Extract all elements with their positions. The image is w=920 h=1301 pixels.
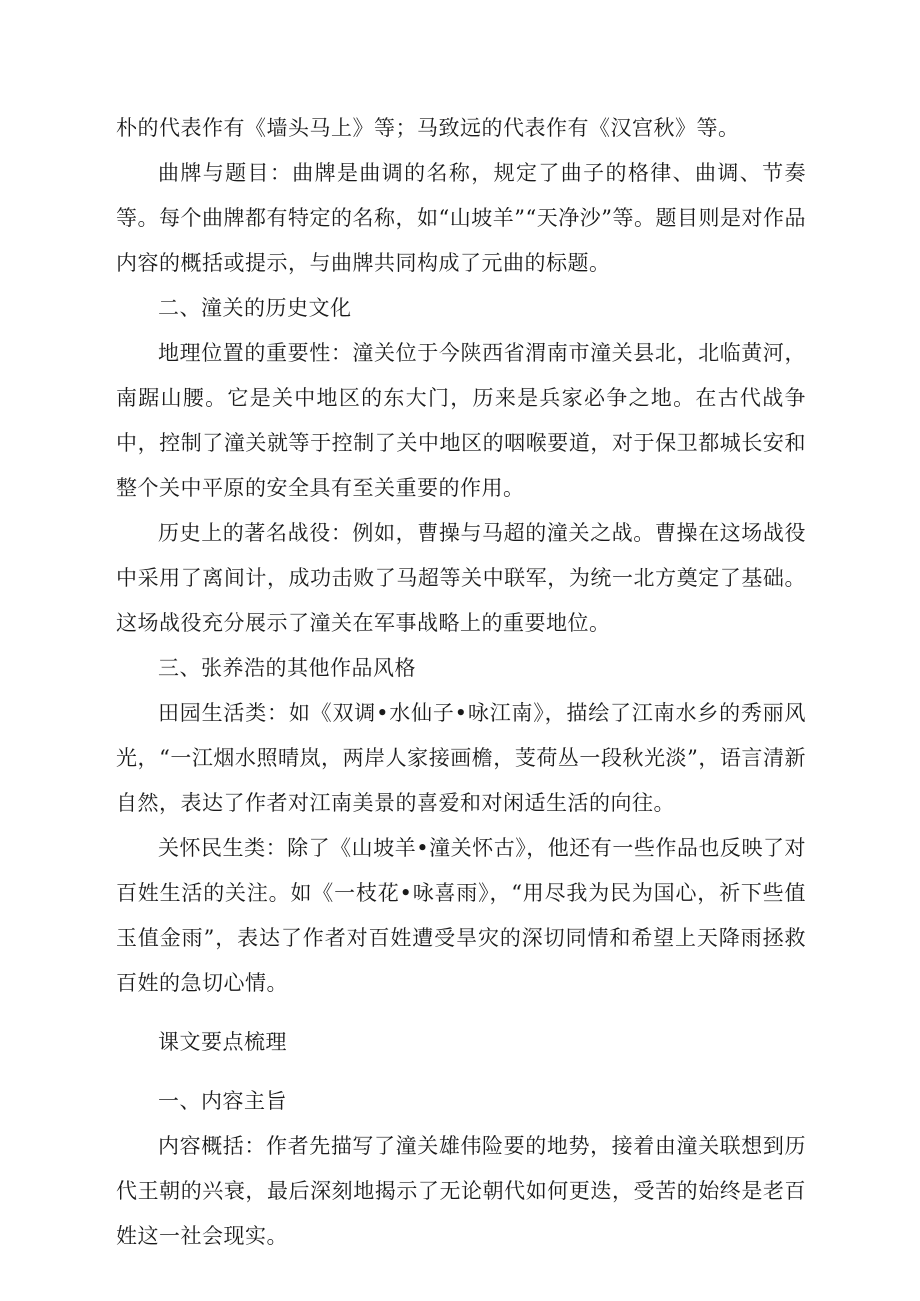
section-heading-main-idea: 一、内容主旨 — [158, 1089, 287, 1113]
section-heading-key-points: 课文要点梳理 — [158, 1030, 287, 1054]
paragraph-content-summary: 内容概括：作者先描写了潼关雄伟险要的地势，接着由潼关联想到历代王朝的兴衰，最后深刻地揭示了无论朝代如何更迭，受苦的始终是老百姓这一社会现实。 — [116, 1134, 806, 1248]
paragraph-qupai-and-title: 曲牌与题目：曲牌是曲调的名称，规定了曲子的格律、曲调、节奏等。每个曲牌都有特定的名称，如“山坡羊”“天净沙”等。题目则是对作品内容的概括或提示，与曲牌共同构成了元曲的标题。 — [116, 161, 806, 275]
paragraph-continuation: 朴的代表作有《墙头马上》等；马致远的代表作有《汉宫秋》等。 — [116, 116, 740, 140]
document-body — [116, 106, 806, 1259]
paragraph-geographic-importance: 地理位置的重要性：潼关位于今陕西省渭南市潼关县北，北临黄河，南踞山腰。它是关中地区的东大门，历来是兵家必争之地。在古代战争中，控制了潼关就等于控制了关中地区的咽喉要道，对于保卫都城长安和整个关中平原的安全具有至关重要的作用。 — [116, 341, 806, 500]
paragraph-famous-battle: 历史上的著名战役：例如，曹操与马超的潼关之战。曹操在这场战役中采用了离间计，成功击败了马超等关中联军，为统一北方奠定了基础。这场战役充分展示了潼关在军事战略上的重要地位。 — [116, 521, 806, 635]
paragraph-livelihood-works: 关怀民生类：除了《山坡羊•潼关怀古》，他还有一些作品也反映了对百姓生活的关注。如《一枝花•咏喜雨》，“用尽我为民为国心，祈下些值玉值金雨”，表达了作者对百姓遭受旱灾的深切同情和希望上天降雨拯救百姓的急切心情。 — [116, 836, 806, 995]
section-heading-tongguan-history: 二、潼关的历史文化 — [158, 296, 352, 320]
section-heading-other-works: 三、张养浩的其他作品风格 — [158, 656, 416, 680]
paragraph-pastoral-works: 田园生活类：如《双调•水仙子•咏江南》，描绘了江南水乡的秀丽风光，“一江烟水照晴岚，两岸人家接画檐，芰荷丛一段秋光淡”，语言清新自然，表达了作者对江南美景的喜爱和对闲适生活的向往。 — [116, 701, 806, 815]
